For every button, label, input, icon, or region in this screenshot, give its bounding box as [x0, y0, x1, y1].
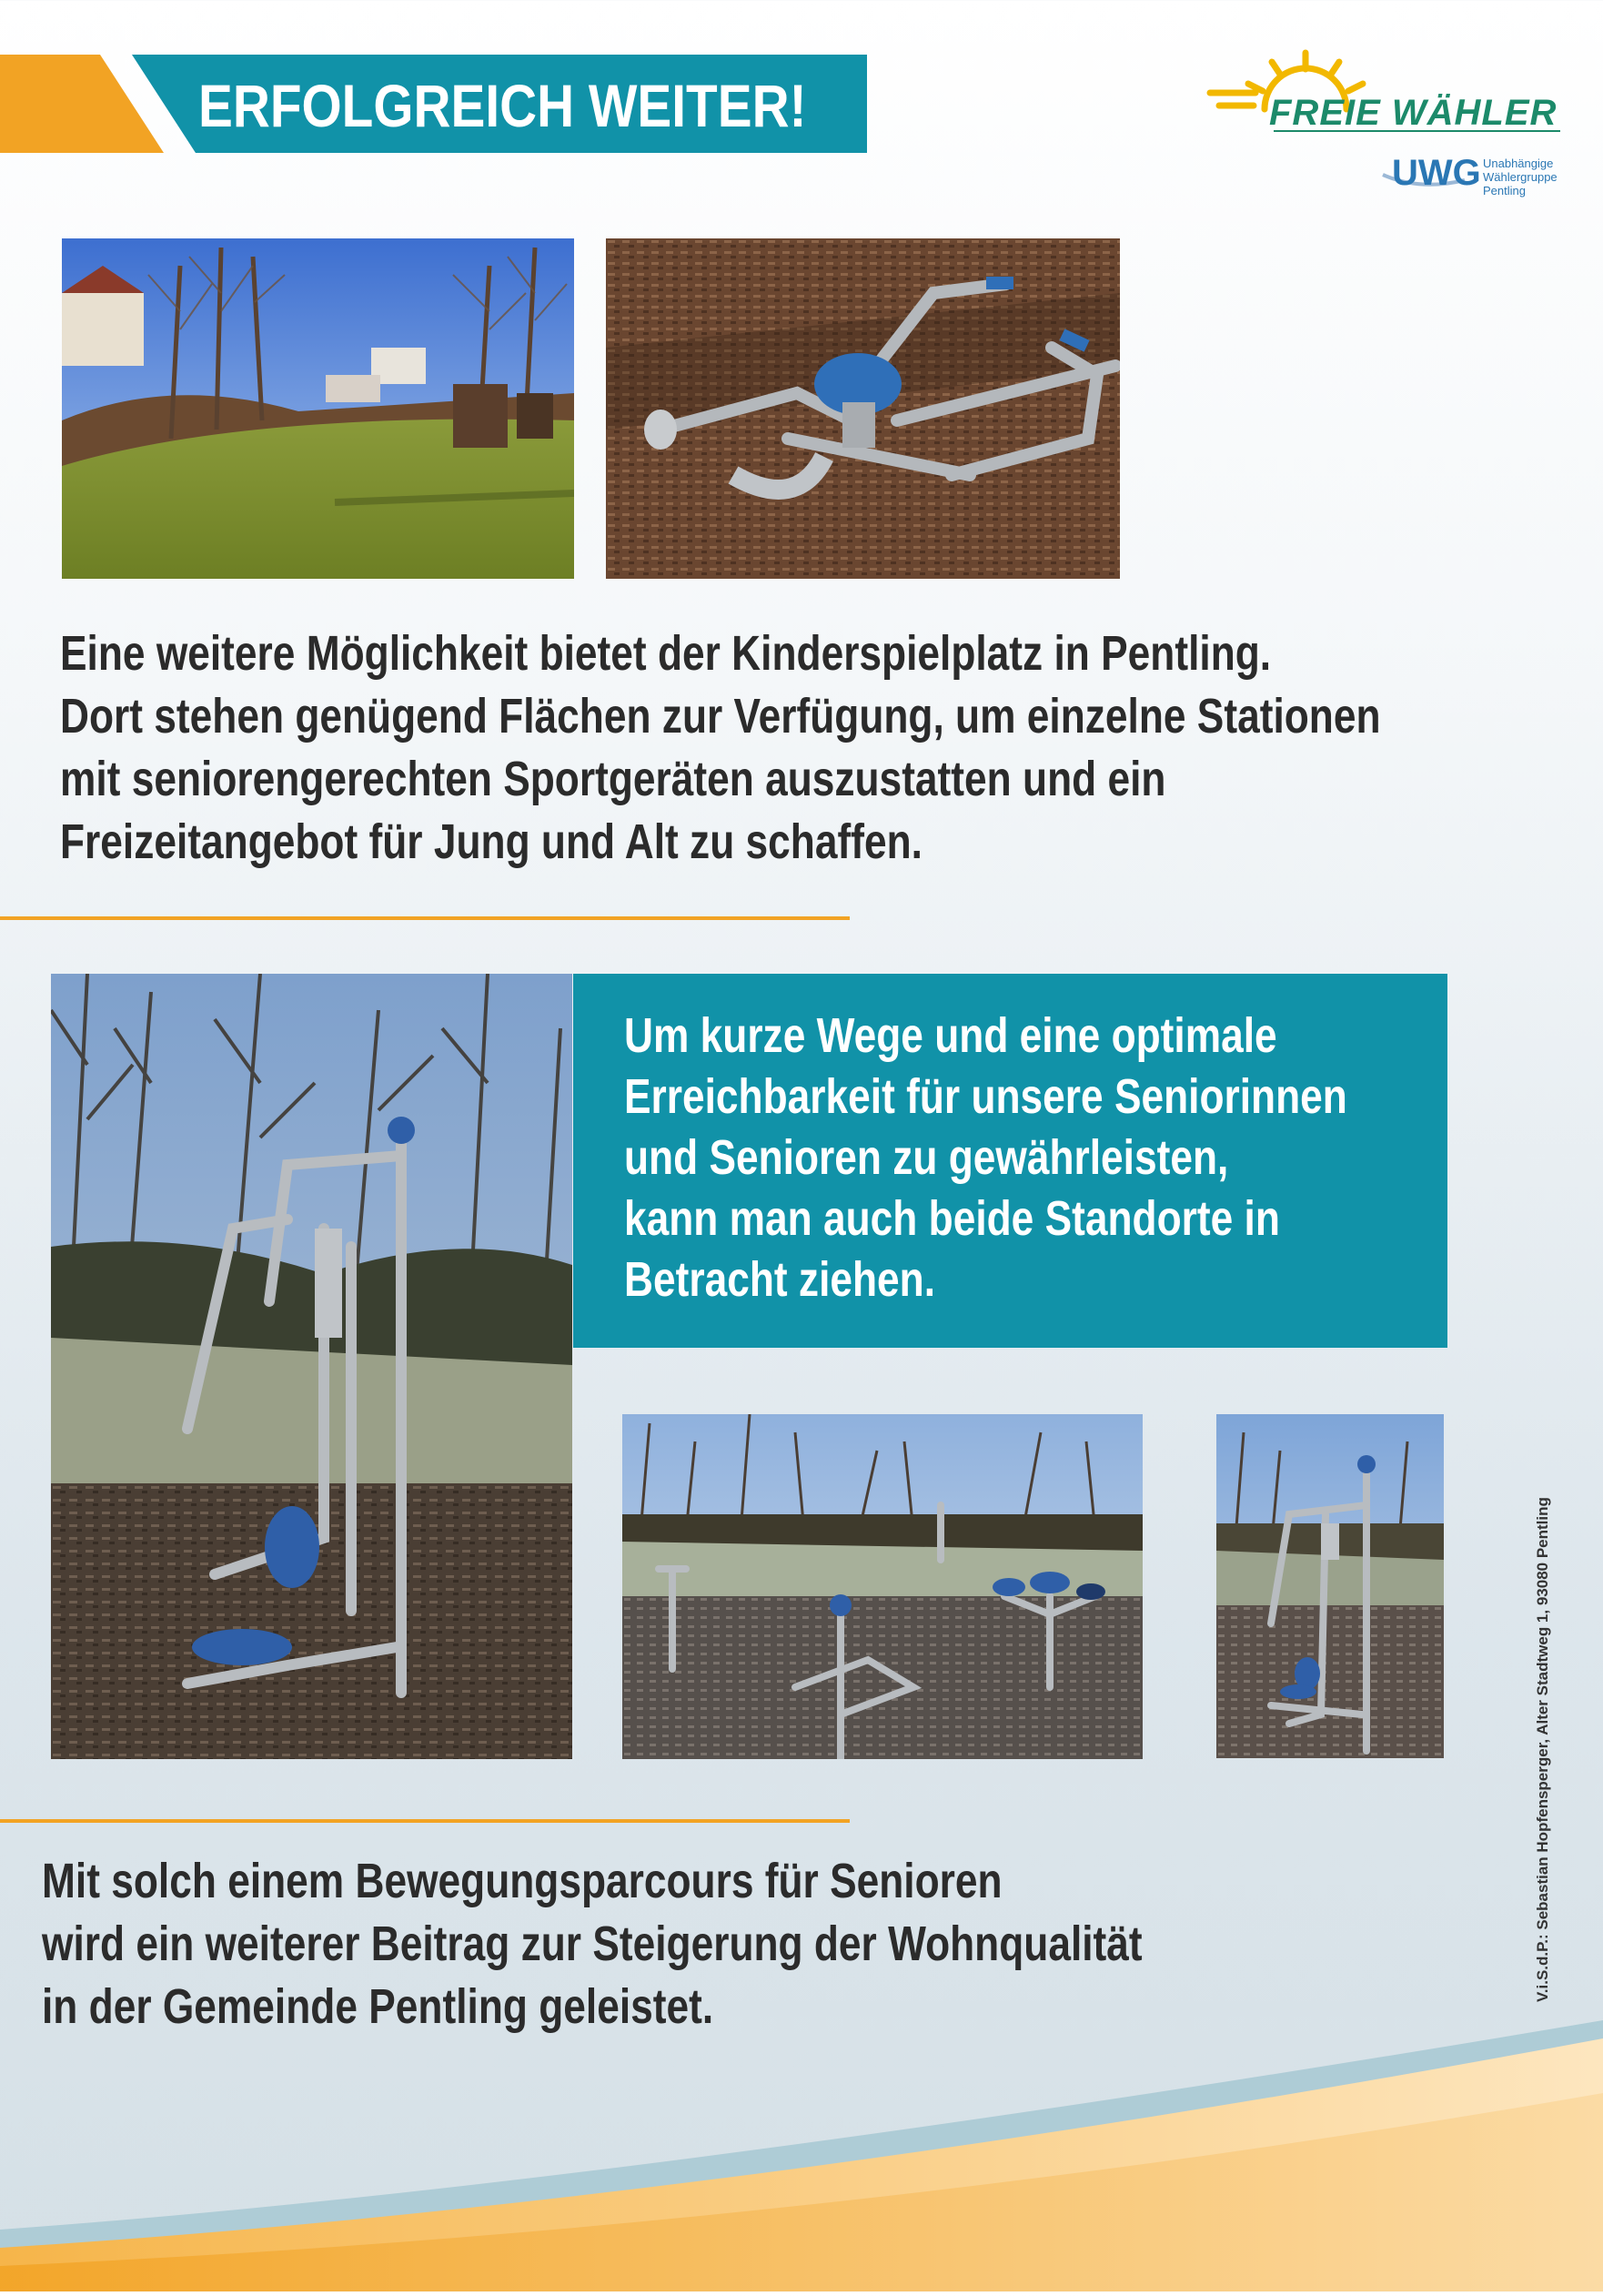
text-line: Mit solch einem Bewegungsparcours für Senioren: [42, 1854, 1003, 1908]
bottom-wave-decoration: [0, 1984, 1603, 2291]
text-line: in der Gemeinde Pentling geleistet.: [42, 1979, 714, 2034]
logo-uwg-line: Pentling: [1483, 184, 1526, 197]
banner-orange-accent: [0, 55, 164, 153]
text-line: Betracht ziehen.: [624, 1252, 936, 1307]
logo-uwg-line: Wählergruppe: [1483, 170, 1558, 184]
text-line: und Senioren zu gewährleisten,: [624, 1130, 1229, 1185]
text-line: Freizeitangebot für Jung und Alt zu schaffen.: [60, 814, 922, 869]
text-line: kann man auch beide Standorte in: [624, 1191, 1280, 1246]
logo-uwg-text: UWG: [1392, 153, 1481, 193]
text-line: Erreichbarkeit für unsere Seniorinnen: [624, 1069, 1347, 1124]
fitness-equipment-wood-chips-photo: [606, 238, 1120, 579]
paragraph-both-locations: [624, 1006, 1347, 1310]
logo-uwg-subtitle: [1483, 157, 1574, 197]
section-divider: [0, 916, 850, 920]
fitness-course-overview-photo: [622, 1414, 1143, 1759]
senior-fitness-station-photo: [51, 974, 572, 1759]
playground-meadow-photo: [62, 238, 574, 579]
page-title: ERFOLGREICH WEITER!: [198, 72, 807, 139]
paragraph-playground-option: [60, 622, 1381, 874]
section-divider: [0, 1819, 850, 1823]
imprint-text: V.i.S.d.P.: Sebastian Hopfensperger, Alter Stadtweg 1, 93080 Pentling: [1534, 1497, 1551, 2002]
text-line: wird ein weiterer Beitrag zur Steigerung der Wohnqualität: [42, 1917, 1143, 1971]
text-line: Um kurze Wege und eine optimale: [624, 1008, 1277, 1063]
text-line: mit seniorengerechten Sportgeräten auszustatten und ein: [60, 752, 1166, 806]
fitness-station-detail-photo: [1216, 1414, 1444, 1758]
text-line: Eine weitere Möglichkeit bietet der Kinderspielplatz in Pentling.: [60, 626, 1272, 681]
logo-brand-text: FREIE WÄHLER: [1269, 93, 1558, 133]
logo-uwg-line: Unabhängige: [1483, 157, 1554, 170]
text-line: Dort stehen genügend Flächen zur Verfügung, um einzelne Stationen: [60, 689, 1381, 743]
